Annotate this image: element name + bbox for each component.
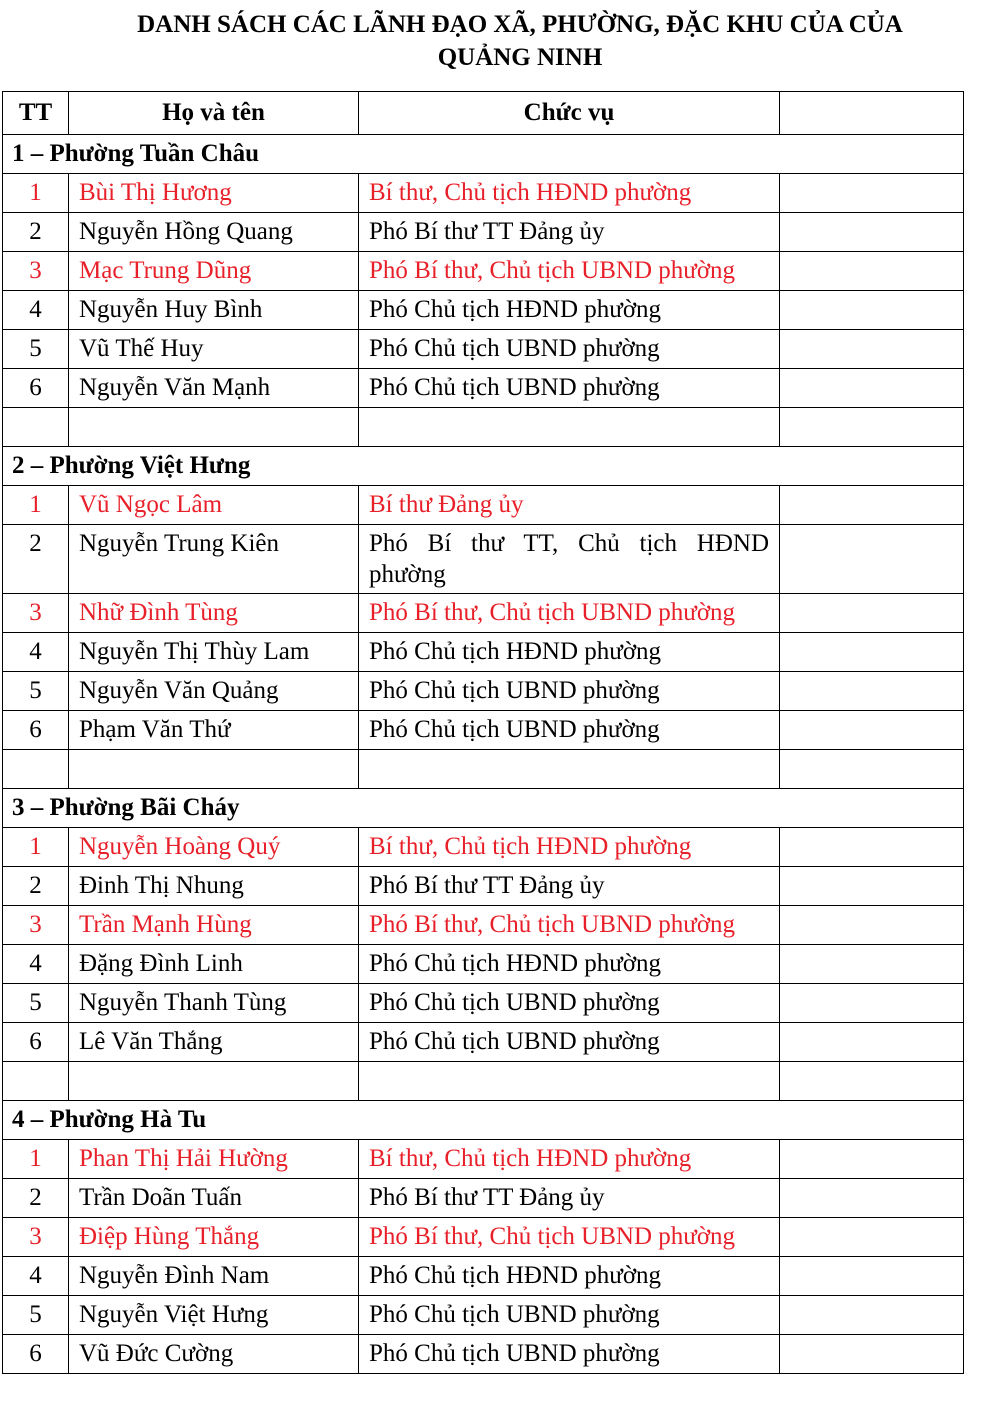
row-position: Phó Chủ tịch HĐND phường <box>359 945 780 984</box>
row-note <box>780 213 964 252</box>
row-name: Nguyễn Hoàng Quý <box>69 828 359 867</box>
empty-cell <box>3 1062 69 1101</box>
row-note <box>780 291 964 330</box>
row-number: 5 <box>3 330 69 369</box>
row-number: 6 <box>3 369 69 408</box>
table-row <box>3 525 964 594</box>
table-row <box>3 1257 964 1296</box>
table-row <box>3 252 964 291</box>
row-name: Nguyễn Thị Thùy Lam <box>69 633 359 672</box>
row-position: Phó Chủ tịch HĐND phường <box>359 633 780 672</box>
row-number: 2 <box>3 1179 69 1218</box>
row-position: Phó Chủ tịch HĐND phường <box>359 291 780 330</box>
row-note <box>780 1140 964 1179</box>
table-row <box>3 828 964 867</box>
row-note <box>780 1179 964 1218</box>
row-position: Phó Chủ tịch UBND phường <box>359 1023 780 1062</box>
row-note <box>780 711 964 750</box>
empty-cell <box>359 750 780 789</box>
empty-row <box>3 408 964 447</box>
row-position: Phó Chủ tịch UBND phường <box>359 711 780 750</box>
table-row <box>3 1140 964 1179</box>
empty-row <box>3 1062 964 1101</box>
row-name: Vũ Ngọc Lâm <box>69 486 359 525</box>
section-heading-row <box>3 447 964 486</box>
row-note <box>780 633 964 672</box>
row-note <box>780 486 964 525</box>
row-note <box>780 525 964 594</box>
table-row <box>3 945 964 984</box>
row-name: Đinh Thị Nhung <box>69 867 359 906</box>
row-number: 1 <box>3 828 69 867</box>
row-note <box>780 252 964 291</box>
row-note <box>780 330 964 369</box>
row-number: 3 <box>3 1218 69 1257</box>
row-name: Trần Mạnh Hùng <box>69 906 359 945</box>
row-position: Phó Bí thư, Chủ tịch UBND phường <box>359 594 780 633</box>
empty-cell <box>359 1062 780 1101</box>
table-header-row <box>3 92 964 135</box>
row-note <box>780 1023 964 1062</box>
table-row <box>3 213 964 252</box>
row-number: 6 <box>3 1023 69 1062</box>
row-note <box>780 867 964 906</box>
empty-cell <box>69 1062 359 1101</box>
row-number: 2 <box>3 525 69 594</box>
empty-row <box>3 750 964 789</box>
header-position: Chức vụ <box>359 92 780 135</box>
row-number: 5 <box>3 984 69 1023</box>
row-number: 6 <box>3 711 69 750</box>
row-name: Mạc Trung Dũng <box>69 252 359 291</box>
row-position: Bí thư Đảng ủy <box>359 486 780 525</box>
row-name: Đặng Đình Linh <box>69 945 359 984</box>
row-note <box>780 369 964 408</box>
row-name: Phạm Văn Thứ <box>69 711 359 750</box>
table-row <box>3 291 964 330</box>
row-position: Bí thư, Chủ tịch HĐND phường <box>359 1140 780 1179</box>
section-heading: 1 – Phường Tuần Châu <box>3 135 964 174</box>
row-number: 2 <box>3 867 69 906</box>
table-row <box>3 711 964 750</box>
row-position: Phó Chủ tịch UBND phường <box>359 1335 780 1374</box>
section-heading-row <box>3 1101 964 1140</box>
row-number: 4 <box>3 291 69 330</box>
row-name: Bùi Thị Hương <box>69 174 359 213</box>
row-number: 5 <box>3 672 69 711</box>
row-number: 1 <box>3 174 69 213</box>
row-number: 6 <box>3 1335 69 1374</box>
row-note <box>780 945 964 984</box>
row-note <box>780 174 964 213</box>
empty-cell <box>780 408 964 447</box>
row-number: 1 <box>3 1140 69 1179</box>
row-name: Vũ Thế Huy <box>69 330 359 369</box>
row-name: Nguyễn Đình Nam <box>69 1257 359 1296</box>
row-name: Điệp Hùng Thắng <box>69 1218 359 1257</box>
table-row <box>3 330 964 369</box>
row-position: Phó Chủ tịch UBND phường <box>359 369 780 408</box>
row-position: Phó Chủ tịch HĐND phường <box>359 1257 780 1296</box>
page-title-line-1: DANH SÁCH CÁC LÃNH ĐẠO XÃ, PHƯỜNG, ĐẶC KHU CỦA CỦA <box>137 11 903 38</box>
section-heading: 2 – Phường Việt Hưng <box>3 447 964 486</box>
row-note <box>780 984 964 1023</box>
row-name: Trần Doãn Tuấn <box>69 1179 359 1218</box>
row-name: Nguyễn Trung Kiên <box>69 525 359 594</box>
section-heading: 3 – Phường Bãi Cháy <box>3 789 964 828</box>
row-position: Phó Bí thư TT Đảng ủy <box>359 867 780 906</box>
row-position: Phó Chủ tịch UBND phường <box>359 1296 780 1335</box>
row-note <box>780 1335 964 1374</box>
empty-cell <box>3 750 69 789</box>
empty-cell <box>3 408 69 447</box>
row-position: Phó Bí thư, Chủ tịch UBND phường <box>359 252 780 291</box>
row-position: Phó Bí thư TT, Chủ tịch HĐND phường <box>359 525 780 594</box>
row-name: Nguyễn Thanh Tùng <box>69 984 359 1023</box>
row-position: Phó Chủ tịch UBND phường <box>359 984 780 1023</box>
table-row <box>3 984 964 1023</box>
row-name: Nhữ Đình Tùng <box>69 594 359 633</box>
empty-cell <box>780 1062 964 1101</box>
page-title <box>0 8 1000 74</box>
header-name: Họ và tên <box>69 92 359 135</box>
table-row <box>3 174 964 213</box>
row-note <box>780 1218 964 1257</box>
table-row <box>3 594 964 633</box>
row-note <box>780 906 964 945</box>
section-heading-row <box>3 789 964 828</box>
row-name: Nguyễn Văn Quảng <box>69 672 359 711</box>
table-row <box>3 1218 964 1257</box>
table-row <box>3 906 964 945</box>
table-row <box>3 672 964 711</box>
row-number: 4 <box>3 1257 69 1296</box>
row-number: 3 <box>3 252 69 291</box>
row-position: Phó Chủ tịch UBND phường <box>359 672 780 711</box>
row-position: Phó Bí thư TT Đảng ủy <box>359 1179 780 1218</box>
table-row <box>3 369 964 408</box>
empty-cell <box>780 750 964 789</box>
row-number: 3 <box>3 594 69 633</box>
header-note <box>780 92 964 135</box>
row-name: Vũ Đức Cường <box>69 1335 359 1374</box>
leaders-table <box>2 91 964 1374</box>
empty-cell <box>69 750 359 789</box>
row-position: Bí thư, Chủ tịch HĐND phường <box>359 174 780 213</box>
row-name: Phan Thị Hải Hường <box>69 1140 359 1179</box>
row-position: Phó Bí thư, Chủ tịch UBND phường <box>359 906 780 945</box>
row-position: Phó Bí thư TT Đảng ủy <box>359 213 780 252</box>
row-position: Bí thư, Chủ tịch HĐND phường <box>359 828 780 867</box>
row-note <box>780 1296 964 1335</box>
page-title-line-2: QUẢNG NINH <box>437 44 603 71</box>
row-name: Nguyễn Hồng Quang <box>69 213 359 252</box>
row-note <box>780 1257 964 1296</box>
empty-cell <box>359 408 780 447</box>
row-note <box>780 828 964 867</box>
row-position: Phó Chủ tịch UBND phường <box>359 330 780 369</box>
table-row <box>3 1023 964 1062</box>
empty-cell <box>69 408 359 447</box>
table-row <box>3 633 964 672</box>
table-row <box>3 486 964 525</box>
row-number: 3 <box>3 906 69 945</box>
row-name: Lê Văn Thắng <box>69 1023 359 1062</box>
table-row <box>3 867 964 906</box>
table-row <box>3 1296 964 1335</box>
row-name: Nguyễn Việt Hưng <box>69 1296 359 1335</box>
section-heading: 4 – Phường Hà Tu <box>3 1101 964 1140</box>
table-row <box>3 1335 964 1374</box>
header-tt: TT <box>3 92 69 135</box>
row-number: 4 <box>3 633 69 672</box>
row-number: 5 <box>3 1296 69 1335</box>
row-name: Nguyễn Huy Bình <box>69 291 359 330</box>
section-heading-row <box>3 135 964 174</box>
row-position: Phó Bí thư, Chủ tịch UBND phường <box>359 1218 780 1257</box>
table-row <box>3 1179 964 1218</box>
row-number: 1 <box>3 486 69 525</box>
row-note <box>780 672 964 711</box>
table-body <box>3 135 964 1374</box>
row-note <box>780 594 964 633</box>
row-number: 4 <box>3 945 69 984</box>
row-name: Nguyễn Văn Mạnh <box>69 369 359 408</box>
row-number: 2 <box>3 213 69 252</box>
